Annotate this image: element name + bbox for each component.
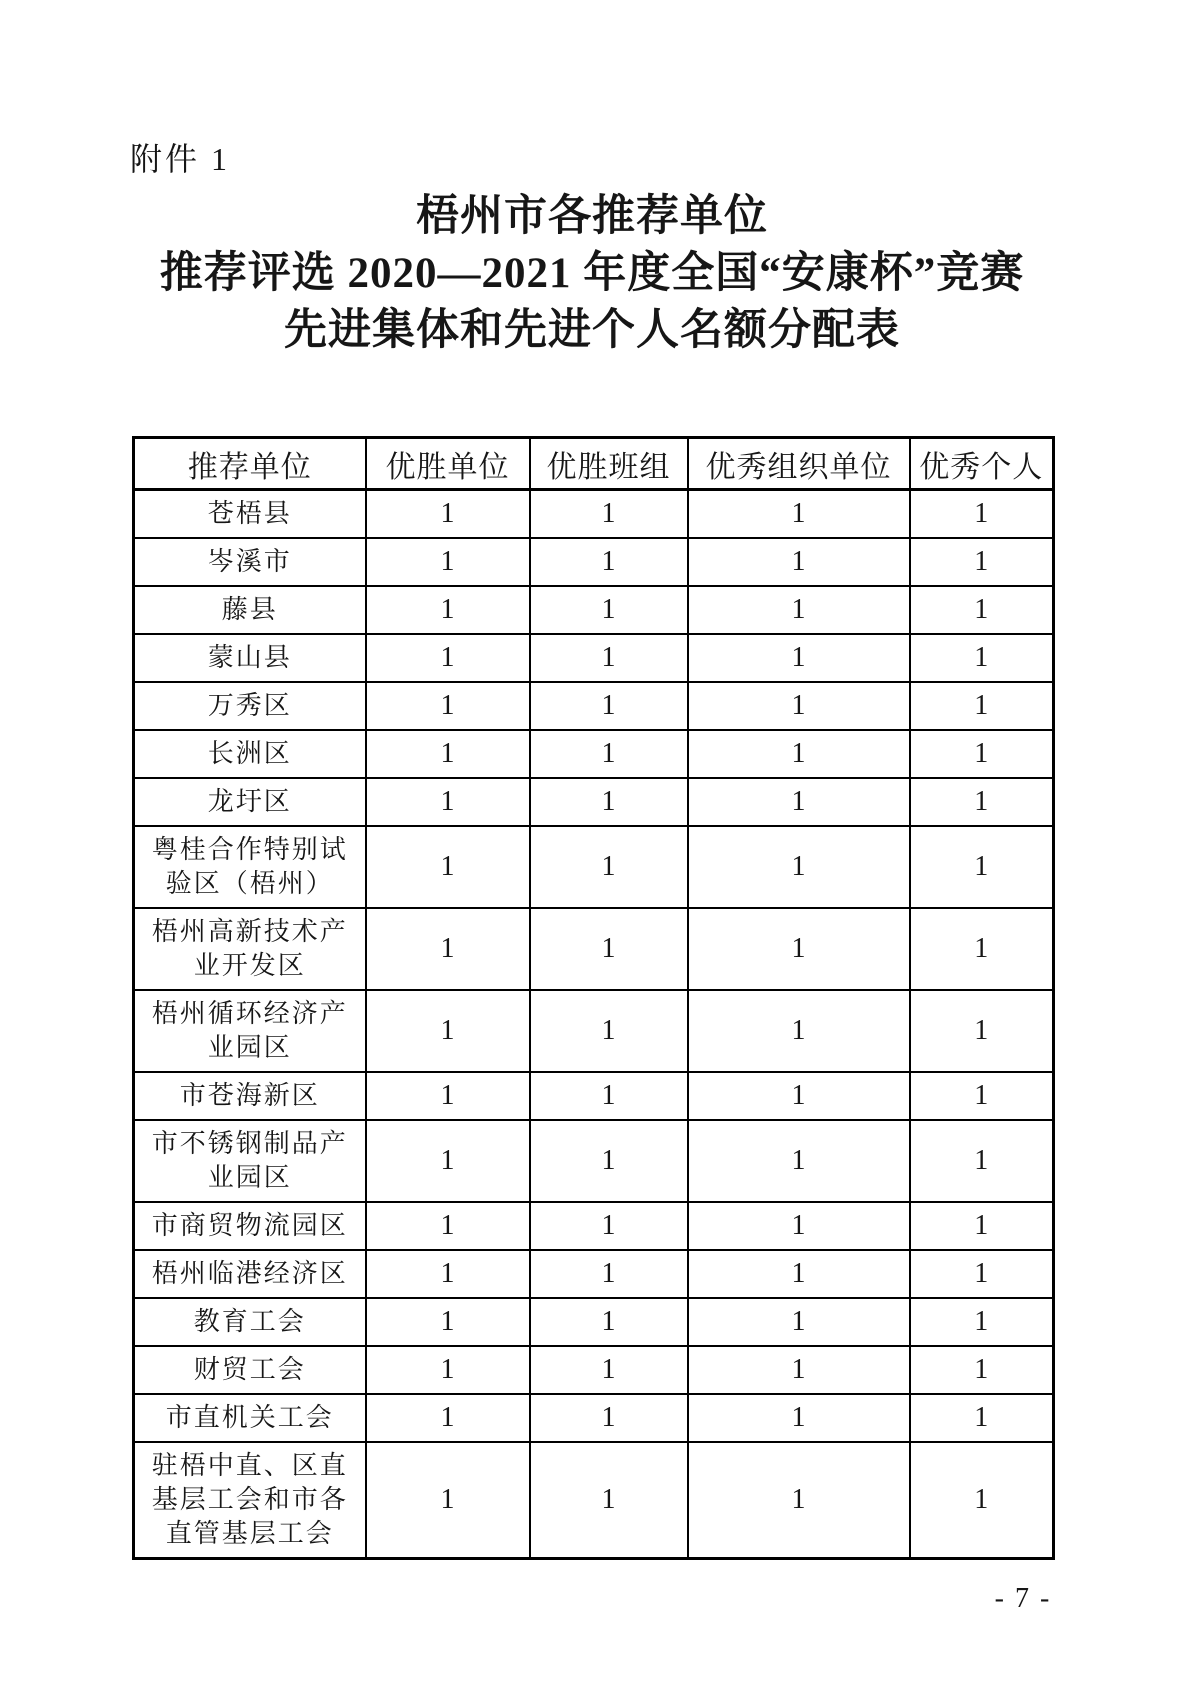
quota-value-cell: 1 <box>910 1394 1054 1442</box>
quota-value-cell: 1 <box>530 730 688 778</box>
quota-value-cell: 1 <box>366 990 530 1072</box>
quota-value-cell: 1 <box>530 1298 688 1346</box>
table-row <box>134 1202 1054 1250</box>
quota-value-cell: 1 <box>530 1394 688 1442</box>
quota-value-cell: 1 <box>688 908 910 990</box>
table-row <box>134 634 1054 682</box>
quota-value-cell: 1 <box>366 1250 530 1298</box>
quota-value-cell: 1 <box>688 1346 910 1394</box>
quota-value-cell: 1 <box>688 490 910 539</box>
unit-name-cell: 万秀区 <box>134 682 366 730</box>
column-header: 优秀组织单位 <box>688 438 910 490</box>
quota-value-cell: 1 <box>366 490 530 539</box>
unit-name-cell: 长洲区 <box>134 730 366 778</box>
quota-value-cell: 1 <box>910 730 1054 778</box>
quota-value-cell: 1 <box>910 1202 1054 1250</box>
quota-value-cell: 1 <box>910 990 1054 1072</box>
quota-value-cell: 1 <box>366 1298 530 1346</box>
title-line-2: 推荐评选 2020—2021 年度全国“安康杯”竞赛 <box>159 250 1025 297</box>
quota-value-cell: 1 <box>530 490 688 539</box>
table-row <box>134 1120 1054 1202</box>
quota-value-cell: 1 <box>910 586 1054 634</box>
quota-value-cell: 1 <box>366 1346 530 1394</box>
table-row <box>134 682 1054 730</box>
unit-name-cell: 财贸工会 <box>134 1346 366 1394</box>
table-row <box>134 778 1054 826</box>
table-body <box>134 490 1054 1559</box>
unit-name-cell: 市直机关工会 <box>134 1394 366 1442</box>
column-header: 优胜班组 <box>530 438 688 490</box>
quota-value-cell: 1 <box>366 778 530 826</box>
unit-name-cell: 蒙山县 <box>134 634 366 682</box>
quota-value-cell: 1 <box>688 826 910 908</box>
quota-value-cell: 1 <box>530 1346 688 1394</box>
unit-name-cell: 梧州高新技术产业开发区 <box>134 908 366 990</box>
quota-value-cell: 1 <box>366 908 530 990</box>
table-header-row <box>134 438 1054 490</box>
table-row <box>134 490 1054 539</box>
unit-name-cell: 驻梧中直、区直基层工会和市各直管基层工会 <box>134 1442 366 1559</box>
table-row <box>134 1298 1054 1346</box>
table-row <box>134 1250 1054 1298</box>
column-header: 优胜单位 <box>366 438 530 490</box>
quota-value-cell: 1 <box>530 1202 688 1250</box>
quota-value-cell: 1 <box>366 538 530 586</box>
quota-value-cell: 1 <box>366 1394 530 1442</box>
quota-value-cell: 1 <box>688 990 910 1072</box>
quota-value-cell: 1 <box>530 908 688 990</box>
quota-value-cell: 1 <box>910 682 1054 730</box>
unit-name-cell: 苍梧县 <box>134 490 366 539</box>
quota-value-cell: 1 <box>530 990 688 1072</box>
quota-value-cell: 1 <box>910 1072 1054 1120</box>
quota-value-cell: 1 <box>688 730 910 778</box>
title-line-1: 梧州市各推荐单位 <box>416 193 768 240</box>
quota-value-cell: 1 <box>910 778 1054 826</box>
unit-name-cell: 市商贸物流园区 <box>134 1202 366 1250</box>
quota-value-cell: 1 <box>530 586 688 634</box>
quota-value-cell: 1 <box>910 538 1054 586</box>
quota-value-cell: 1 <box>688 778 910 826</box>
unit-name-cell: 龙圩区 <box>134 778 366 826</box>
quota-value-cell: 1 <box>910 1346 1054 1394</box>
quota-value-cell: 1 <box>366 1120 530 1202</box>
quota-value-cell: 1 <box>910 908 1054 990</box>
unit-name-cell: 市苍海新区 <box>134 1072 366 1120</box>
quota-value-cell: 1 <box>530 826 688 908</box>
table-row <box>134 586 1054 634</box>
quota-value-cell: 1 <box>910 1250 1054 1298</box>
quota-value-cell: 1 <box>688 538 910 586</box>
quota-value-cell: 1 <box>688 1298 910 1346</box>
quota-value-cell: 1 <box>366 826 530 908</box>
quota-value-cell: 1 <box>688 1394 910 1442</box>
table-row <box>134 1072 1054 1120</box>
quota-value-cell: 1 <box>530 1072 688 1120</box>
unit-name-cell: 梧州循环经济产业园区 <box>134 990 366 1072</box>
quota-value-cell: 1 <box>688 586 910 634</box>
quota-value-cell: 1 <box>366 1202 530 1250</box>
quota-value-cell: 1 <box>530 1250 688 1298</box>
quota-value-cell: 1 <box>530 634 688 682</box>
quota-value-cell: 1 <box>366 586 530 634</box>
quota-value-cell: 1 <box>530 778 688 826</box>
table-row <box>134 990 1054 1072</box>
quota-allocation-table <box>132 436 1055 1560</box>
quota-value-cell: 1 <box>910 634 1054 682</box>
page-number: - 7 - <box>994 1583 1052 1614</box>
table-row <box>134 826 1054 908</box>
quota-value-cell: 1 <box>688 682 910 730</box>
quota-value-cell: 1 <box>530 682 688 730</box>
quota-value-cell: 1 <box>366 1072 530 1120</box>
unit-name-cell: 市不锈钢制品产业园区 <box>134 1120 366 1202</box>
quota-value-cell: 1 <box>910 1298 1054 1346</box>
quota-value-cell: 1 <box>910 826 1054 908</box>
column-header: 优秀个人 <box>910 438 1054 490</box>
table-row <box>134 538 1054 586</box>
quota-value-cell: 1 <box>688 1250 910 1298</box>
attachment-label: 附件 1 <box>130 141 231 177</box>
quota-value-cell: 1 <box>910 490 1054 539</box>
unit-name-cell: 藤县 <box>134 586 366 634</box>
table-row <box>134 730 1054 778</box>
quota-value-cell: 1 <box>530 538 688 586</box>
table-row <box>134 1394 1054 1442</box>
table-row <box>134 908 1054 990</box>
unit-name-cell: 岑溪市 <box>134 538 366 586</box>
quota-value-cell: 1 <box>530 1120 688 1202</box>
quota-value-cell: 1 <box>366 730 530 778</box>
column-header: 推荐单位 <box>134 438 366 490</box>
quota-value-cell: 1 <box>688 634 910 682</box>
quota-value-cell: 1 <box>688 1442 910 1559</box>
quota-value-cell: 1 <box>910 1442 1054 1559</box>
quota-value-cell: 1 <box>688 1072 910 1120</box>
quota-value-cell: 1 <box>530 1442 688 1559</box>
quota-value-cell: 1 <box>366 634 530 682</box>
quota-value-cell: 1 <box>366 1442 530 1559</box>
quota-value-cell: 1 <box>910 1120 1054 1202</box>
document-title <box>132 188 1052 359</box>
title-line-3: 先进集体和先进个人名额分配表 <box>284 307 900 354</box>
table-row <box>134 1346 1054 1394</box>
quota-value-cell: 1 <box>688 1202 910 1250</box>
quota-value-cell: 1 <box>688 1120 910 1202</box>
unit-name-cell: 教育工会 <box>134 1298 366 1346</box>
unit-name-cell: 粤桂合作特别试验区（梧州） <box>134 826 366 908</box>
table-row <box>134 1442 1054 1559</box>
unit-name-cell: 梧州临港经济区 <box>134 1250 366 1298</box>
quota-value-cell: 1 <box>366 682 530 730</box>
